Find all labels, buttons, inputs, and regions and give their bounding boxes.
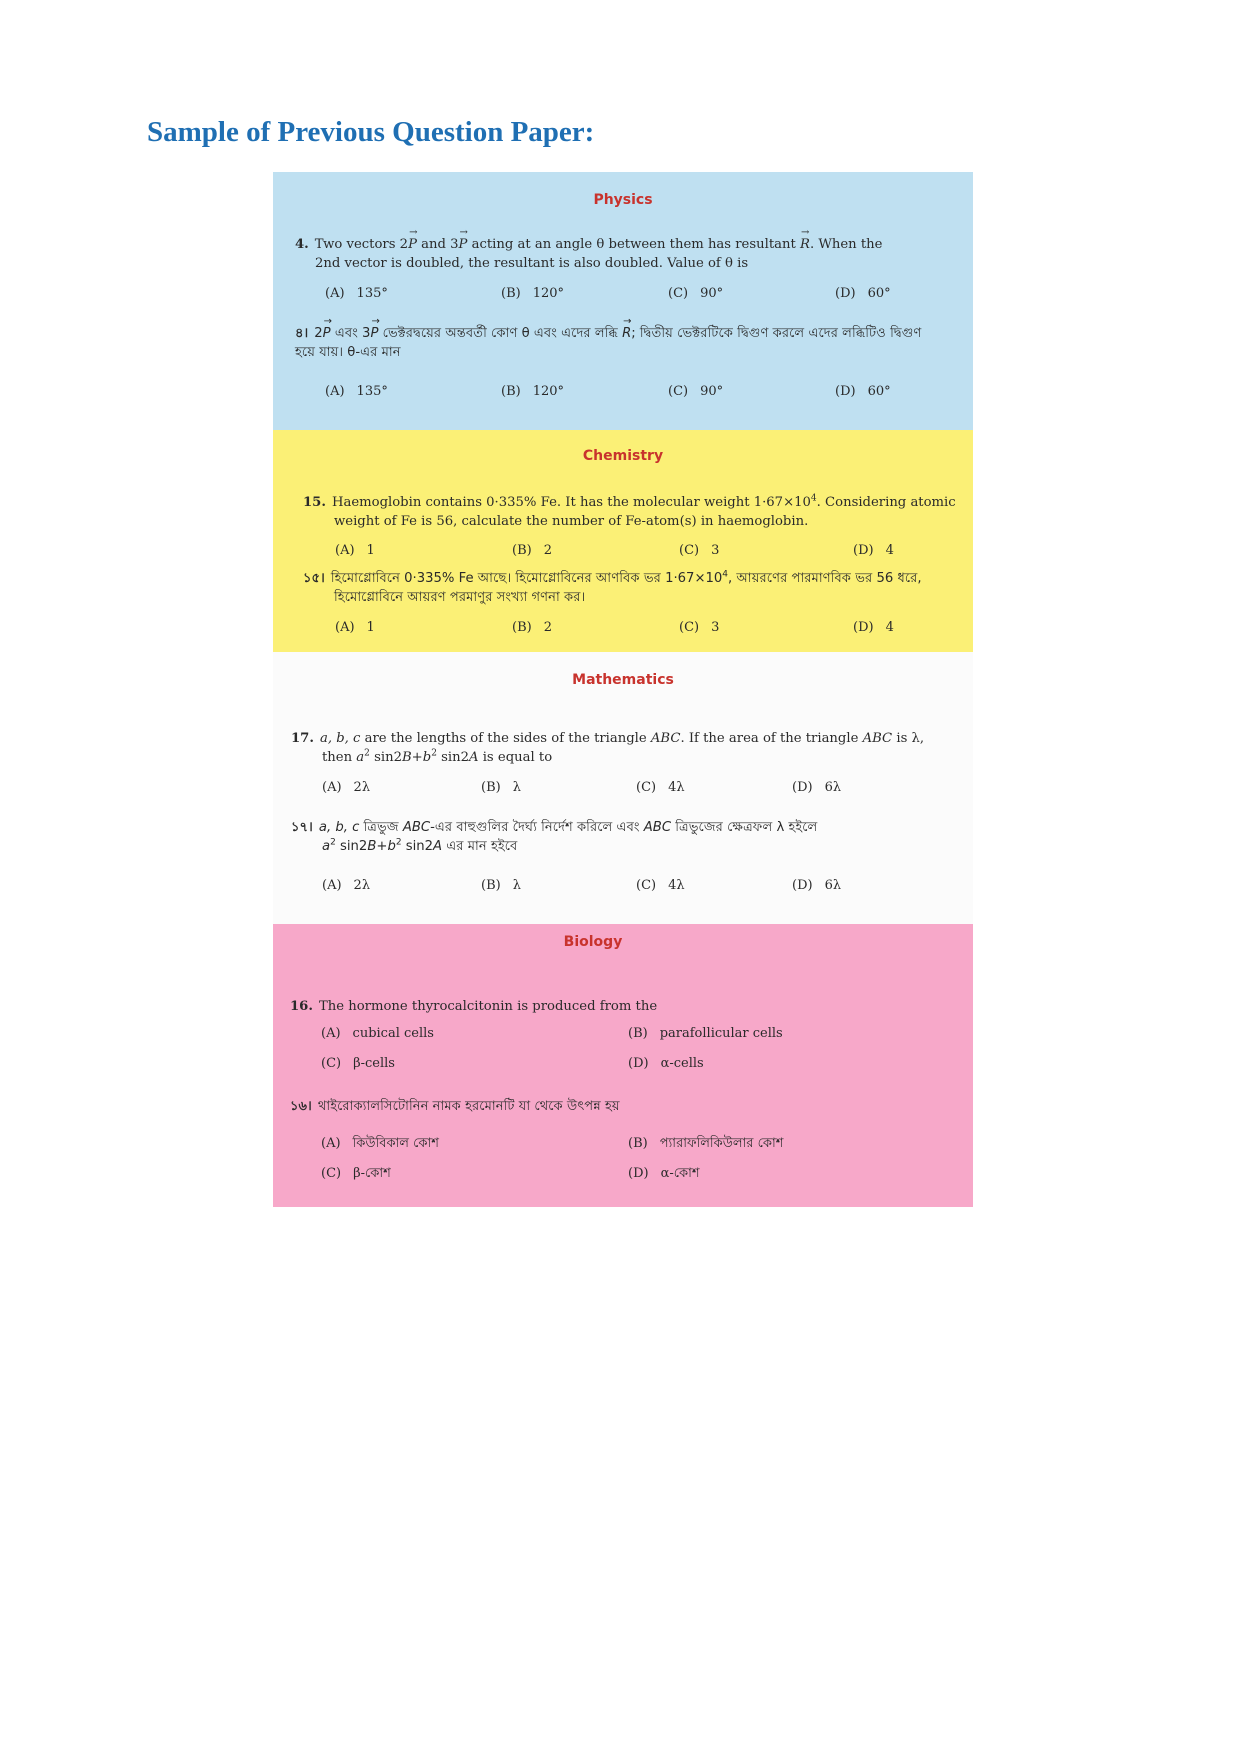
chemistry-question-text: weight of Fe is 56, calculate the number of Fe-atom(s) in haemoglobin. <box>334 514 809 529</box>
option-value: 4λ <box>668 878 685 893</box>
option-label: (D) <box>792 780 813 795</box>
physics-question-text-bengali: 2 <box>314 326 323 341</box>
exponent: 2 <box>395 837 402 848</box>
option-value: 3 <box>711 620 720 635</box>
biology-subject-title: Biology <box>563 934 623 950</box>
mathematics-question-text-bengali: a, b, c <box>318 820 360 835</box>
option-value: 4λ <box>668 780 685 795</box>
biology-question-number-bengali: ১৬। <box>290 1099 312 1114</box>
option-value: 1 <box>366 543 375 558</box>
chemistry-question-text-bengali: হিমোগ্লোবিনে 0·335% Fe আছে। হিমোগ্লোবিনের আণবিক ভর 1·67×10 <box>330 571 723 586</box>
mathematics-question-text: a, b, c <box>319 731 361 746</box>
option-a <box>325 286 388 301</box>
chemistry-question-text-bengali: , আয়রণের পারমাণবিক ভর 56 ধরে, <box>728 571 922 586</box>
option-label: (D) <box>853 620 874 635</box>
option-label: (D) <box>792 878 813 893</box>
biology-question-text: The hormone thyrocalcitonin is produced from the <box>318 999 658 1014</box>
option-value: 1 <box>366 620 375 635</box>
physics-question-bengali <box>295 324 955 362</box>
option-value: 4 <box>885 543 894 558</box>
option-value: 90° <box>700 286 724 301</box>
option-value: 90° <box>700 384 724 399</box>
option-d <box>853 620 894 635</box>
exponent: 2 <box>431 748 437 759</box>
chemistry-question-text: Haemoglobin contains 0·335% Fe. It has the molecular weight 1·67×10 <box>331 495 811 510</box>
mathematics-subject-title: Mathematics <box>572 672 674 688</box>
option-d <box>853 543 894 558</box>
option-value: cubical cells <box>352 1026 434 1041</box>
math-var: a <box>356 750 365 765</box>
option-d <box>628 1164 700 1185</box>
option-label: (B) <box>628 1026 648 1041</box>
mathematics-question-bengali <box>291 818 961 856</box>
option-label: (C) <box>668 286 689 301</box>
chemistry-question-number-bengali: ১৫। <box>303 571 325 586</box>
option-value: 2 <box>543 543 552 558</box>
option-label: (B) <box>501 286 521 301</box>
option-value: 60° <box>867 286 891 301</box>
mathematics-question-text: . If the area of the triangle <box>680 731 863 746</box>
biology-question-bengali <box>290 1097 960 1116</box>
biology-question <box>290 997 960 1016</box>
mathematics-question-text: are the lengths of the sides of the triangle <box>360 731 651 746</box>
physics-question-text-bengali: ; দ্বিতীয় ভেক্টরটিকে দ্বিগুণ করলে এদের লব্ধিটিও দ্বিগুণ <box>631 326 922 341</box>
option-label: (B) <box>512 543 532 558</box>
option-label: (B) <box>481 780 501 795</box>
option-b <box>512 620 552 635</box>
option-label: (D) <box>628 1056 649 1071</box>
option-label: (A) <box>321 1026 341 1041</box>
physics-question-text: . When the <box>809 237 883 252</box>
option-c <box>321 1056 395 1071</box>
exponent: 2 <box>364 748 370 759</box>
math-var: A <box>468 750 479 765</box>
option-value: β-কোশ <box>353 1166 391 1181</box>
chemistry-question <box>303 493 963 531</box>
option-label: (D) <box>835 286 856 301</box>
option-a <box>322 878 370 893</box>
option-label: (A) <box>321 1136 341 1151</box>
option-value: parafollicular cells <box>659 1026 783 1041</box>
option-a <box>321 1026 434 1041</box>
triangle-abc: ABC <box>643 820 672 835</box>
option-d <box>792 780 841 795</box>
option-c <box>668 286 723 301</box>
mathematics-question-text-bengali: এর মান হইবে <box>442 839 518 854</box>
option-value: 6λ <box>824 780 842 795</box>
physics-question-text-bengali: হয়ে যায়। θ-এর মান <box>295 345 401 360</box>
chemistry-question-bengali <box>303 569 963 607</box>
option-b <box>628 1026 783 1041</box>
option-d <box>792 878 841 893</box>
option-label: (C) <box>679 543 700 558</box>
option-d <box>835 384 891 399</box>
option-label: (A) <box>335 620 355 635</box>
mathematics-question-text-bengali: -এর বাহুগুলির দৈর্ঘ্য নির্দেশ করিলে এবং <box>430 820 644 835</box>
option-value: 2 <box>543 620 552 635</box>
math-var: b <box>387 839 396 854</box>
option-label: (A) <box>322 780 342 795</box>
option-a <box>325 384 388 399</box>
option-label: (D) <box>853 543 874 558</box>
mathematics-section <box>273 652 973 924</box>
option-value: 120° <box>532 286 565 301</box>
option-value: 3 <box>711 543 720 558</box>
mathematics-question <box>291 729 961 767</box>
mathematics-question-text: is equal to <box>478 750 553 765</box>
option-value: 60° <box>867 384 891 399</box>
option-label: (A) <box>325 384 345 399</box>
option-value: কিউবিকাল কোশ <box>352 1136 439 1151</box>
vector-p: → P <box>459 235 468 254</box>
mathematics-question-text-bengali: ত্রিভুজ <box>359 820 403 835</box>
physics-question <box>295 235 955 273</box>
option-value: 135° <box>356 286 388 301</box>
vector-r: → R <box>622 324 631 343</box>
option-label: (D) <box>835 384 856 399</box>
option-d <box>835 286 891 301</box>
option-b <box>501 286 564 301</box>
math-op: + <box>376 839 388 854</box>
option-d <box>628 1056 704 1071</box>
option-c <box>679 620 719 635</box>
math-op: + <box>411 750 423 765</box>
exponent: 4 <box>810 493 817 504</box>
option-b <box>481 780 521 795</box>
physics-question-text: 2nd vector is doubled, the resultant is also doubled. Value of θ is <box>315 256 749 271</box>
option-value: λ <box>512 878 521 893</box>
option-label: (B) <box>501 384 521 399</box>
mathematics-question-number: 17. <box>291 731 314 746</box>
option-value: λ <box>512 780 521 795</box>
option-c <box>321 1164 391 1185</box>
option-label: (A) <box>335 543 355 558</box>
option-label: (C) <box>668 384 689 399</box>
option-value: 2λ <box>353 780 371 795</box>
option-a <box>335 620 375 635</box>
vector-p: → P <box>323 324 331 343</box>
option-c <box>668 384 723 399</box>
option-a <box>321 1134 439 1155</box>
vector-r: → R <box>800 235 810 254</box>
option-label: (C) <box>679 620 700 635</box>
option-b <box>628 1134 783 1155</box>
mathematics-question-text-bengali: ত্রিভুজের ক্ষেত্রফল λ হইলে <box>671 820 818 835</box>
mathematics-question-number-bengali: ১৭। <box>291 820 313 835</box>
triangle-abc: ABC <box>402 820 431 835</box>
mathematics-question-text: is λ, <box>892 731 925 746</box>
vector-p: → P <box>370 324 378 343</box>
option-b <box>481 878 521 893</box>
math-var: a <box>322 839 331 854</box>
option-value: α-কোশ <box>660 1166 700 1181</box>
option-value: 6λ <box>824 878 842 893</box>
option-value: α-cells <box>660 1056 704 1071</box>
option-value: 2λ <box>353 878 371 893</box>
exponent: 2 <box>330 837 336 848</box>
biology-question-text-bengali: থাইরোক্যালসিটোনিন নামক হরমোনটি যা থেকে উৎপন্ন হয় <box>317 1099 620 1114</box>
option-value: β-cells <box>353 1056 395 1071</box>
physics-question-text-bengali: এবং 3 <box>330 326 371 341</box>
question-paper-scan <box>273 172 973 1207</box>
option-b <box>501 384 564 399</box>
biology-section <box>273 924 973 1207</box>
triangle-abc: ABC <box>862 731 893 746</box>
option-label: (C) <box>321 1166 342 1181</box>
option-label: (B) <box>481 878 501 893</box>
chemistry-subject-title: Chemistry <box>582 448 664 464</box>
option-value: প্যারাফলিকিউলার কোশ <box>659 1136 784 1151</box>
page-heading: Sample of Previous Question Paper: <box>147 116 595 148</box>
physics-subject-title: Physics <box>593 192 653 208</box>
mathematics-question-text: then <box>322 750 357 765</box>
option-c <box>636 780 685 795</box>
vector-p: → P <box>408 235 417 254</box>
chemistry-question-text: . Considering atomic <box>816 495 956 510</box>
biology-question-number: 16. <box>290 999 313 1014</box>
triangle-abc: ABC <box>650 731 681 746</box>
option-b <box>512 543 552 558</box>
chemistry-question-text-bengali: হিমোগ্লোবিনে আয়রণ পরমাণুর সংখ্যা গণনা কর। <box>334 590 586 605</box>
math-fn: sin2 <box>401 839 434 854</box>
option-label: (C) <box>636 878 657 893</box>
option-a <box>335 543 375 558</box>
math-var: B <box>401 750 412 765</box>
exponent: 4 <box>722 569 729 580</box>
math-fn: sin2 <box>335 839 368 854</box>
option-value: 120° <box>532 384 565 399</box>
chemistry-question-number: 15. <box>303 495 326 510</box>
option-label: (B) <box>512 620 532 635</box>
option-label: (D) <box>628 1166 649 1181</box>
option-label: (B) <box>628 1136 648 1151</box>
option-c <box>636 878 685 893</box>
option-a <box>322 780 370 795</box>
option-label: (C) <box>321 1056 342 1071</box>
physics-question-text: Two vectors 2 <box>314 237 409 252</box>
chemistry-section <box>273 430 973 652</box>
physics-question-number: 4. <box>295 237 309 252</box>
physics-question-text: and 3 <box>416 237 459 252</box>
physics-section <box>273 172 973 430</box>
option-value: 135° <box>356 384 388 399</box>
option-label: (A) <box>325 286 345 301</box>
math-var: b <box>422 750 432 765</box>
math-var: B <box>367 839 377 854</box>
math-fn: sin2 <box>436 750 469 765</box>
option-c <box>679 543 719 558</box>
math-var: A <box>433 839 443 854</box>
option-label: (A) <box>322 878 342 893</box>
physics-question-number-bengali: ৪। <box>295 326 309 341</box>
option-value: 4 <box>885 620 894 635</box>
math-fn: sin2 <box>369 750 402 765</box>
physics-question-text: acting at an angle θ between them has resultant <box>467 237 800 252</box>
option-label: (C) <box>636 780 657 795</box>
physics-question-text-bengali: ভেক্টরদ্বয়ের অন্তবর্তী কোণ θ এবং এদের লব্ধি <box>378 326 623 341</box>
